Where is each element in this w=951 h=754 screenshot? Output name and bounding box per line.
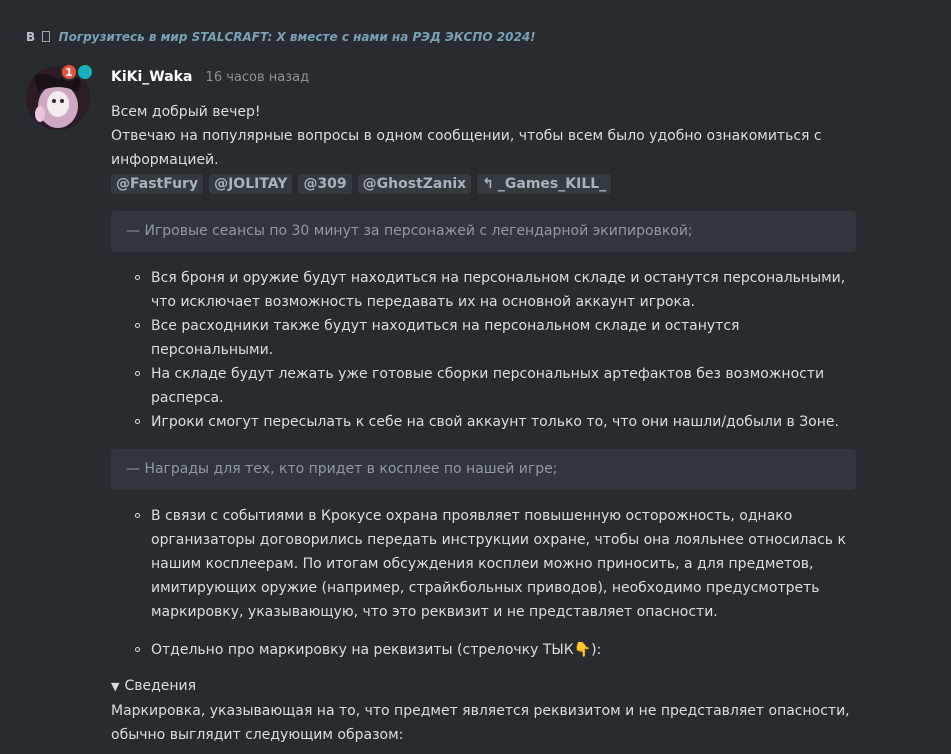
sessions-list [111,266,871,434]
details-summary-label: Сведения [124,678,197,694]
mention-jolitay[interactable]: @JOLITAY [209,174,292,194]
details-summary[interactable] [111,674,871,699]
details-text: Маркировка, указывающая на то, что предмет является реквизитом и не представляет опасности, обычно выглядит следующим образом: [111,703,850,743]
list-item [151,638,856,662]
reply-context-prefix: B [26,30,36,44]
point-down-icon: 👇 [573,642,592,658]
intro-paragraph [111,100,871,172]
cosplay-list [111,504,871,662]
list-item [151,314,856,362]
bullet-icon [135,323,140,328]
bullet-icon [135,513,140,518]
reply-context-text: Погрузитесь в мир STALCRAFT: X вместе с нами на РЭД ЭКСПО 2024! [58,30,536,44]
list-item-text: Вся броня и оружие будут находиться на персональном складе и останутся персональными, что исключает возможность передавать их на основной аккаунт игрока. [151,270,846,310]
bullet-icon [135,275,140,280]
mentions-row [111,172,871,196]
list-item-text: Игроки смогут пересылать к себе на свой аккаунт только то, что они нашли/добыли в Зоне. [151,414,839,430]
list-item-text: На складе будут лежать уже готовые сборки персональных артефактов без возможности расперса. [151,366,825,406]
list-item-text: Отдельно про маркировку на реквизиты (стрелочку ТЫК [151,642,574,658]
details-block [111,674,871,747]
message-body [111,100,871,747]
bullet-icon [135,647,140,652]
list-item-text: В связи с событиями в Крокусе охрана проявляет повышенную осторожность, однако организаторы договорились передать инструкции охране, чтобы она лояльнее относилась к нашим косплеерам. По итогам обсуждения косплеи можно приносить, а для предметов, имитирующих оружие (например, страйкбольных приводов), необходимо предусмотреть маркировку, указывающую, что это реквизит и не представляет опасности. [151,508,846,620]
blockquote-cosplay: — Награды для тех, кто придет в косплее по нашей игре; [111,449,856,490]
missing-glyph-icon [42,31,50,42]
reply-context-line[interactable] [26,30,536,44]
message-header [111,66,309,85]
greeting-text: Всем добрый вечер! [111,104,261,120]
list-item [151,266,856,314]
mention-games-kill-label: _Games_KILL_ [497,176,607,192]
mention-fastfury[interactable]: @FastFury [111,174,203,194]
list-item [151,410,856,434]
list-item-text-end: ): [591,642,602,658]
list-item [151,504,856,624]
bullet-icon [135,419,140,424]
mention-games-kill[interactable] [477,174,611,194]
blockquote-sessions: — Игровые сеансы по 30 минут за персонажей с легендарной экипировкой; [111,211,856,252]
mention-309[interactable]: @309 [298,174,351,194]
mention-ghostzanix[interactable]: @GhostZanix [358,174,472,194]
username[interactable]: KiKi_Waka [111,69,193,85]
timestamp[interactable]: 16 часов назад [205,70,310,85]
rank-badge-icon: 1 [60,63,78,81]
list-item [151,362,856,410]
bullet-icon [135,371,140,376]
globe-badge-icon: 🌐 [76,63,94,81]
list-item-text: Все расходники также будут находиться на персональном складе и останутся персональными. [151,318,740,358]
triangle-down-icon: ▼ [111,680,120,693]
intro-text: Отвечаю на популярные вопросы в одном сообщении, чтобы всем было удобно ознакомиться с информацией. [111,128,822,168]
reply-arrow-icon: ↰ [482,176,494,192]
